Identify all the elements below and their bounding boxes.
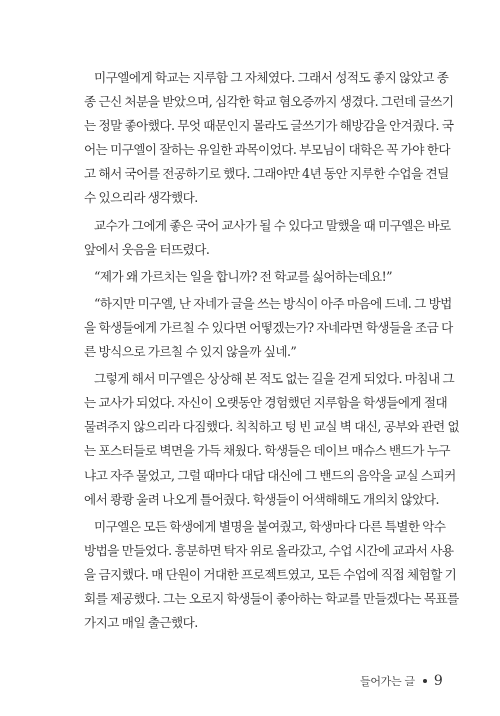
text-line: 교수가 그에게 좋은 국어 교사가 될 수 있다고 말했을 때 미구엘은 바로 (94, 217, 451, 233)
text-line: 미구엘에게 학교는 지루함 그 자체였다. 그래서 성적도 좋지 않았고 종 (94, 70, 449, 85)
paragraph-4 (84, 292, 453, 364)
paragraph-6 (84, 515, 459, 635)
text-line: 어는 미구엘이 잘하는 유일한 과목이었다. 부모님이 대학은 꼭 가야 한다 (84, 142, 450, 158)
page-number: 9 (433, 673, 443, 689)
text-line: 을 학생들에게 가르칠 수 있다면 어떻겠는가? 자네라면 학생들을 조금 다 (84, 319, 453, 335)
text-line: 고 해서 국어를 전공하기로 했다. 그래야만 4년 동안 지루한 수업을 견딜 (84, 166, 449, 182)
text-line: 는 교사가 되었다. 자신이 오랫동안 경험했던 지루함을 학생들에게 절대 (84, 395, 448, 411)
text-line: 방법을 만들었다. 흥분하면 탁자 위로 올라갔고, 수업 시간에 교과서 사용 (84, 542, 454, 558)
text-line: 종 근신 처분을 받았으며, 심각한 학교 혐오증까지 생겼다. 그런데 글쓰기 (84, 94, 454, 110)
text-line: 미구엘은 모든 학생에게 별명을 붙여줬고, 학생마다 다른 특별한 악수 (94, 518, 446, 534)
text-line: 가지고 매일 출근했다. (84, 615, 198, 631)
text-line: 른 방식으로 가르칠 수 있지 않을까 싶네.” (84, 344, 297, 360)
page-body (84, 66, 460, 635)
text-line: 을 금지했다. 매 단원이 거대한 프로젝트였고, 모든 수업에 직접 체험할 기 (84, 566, 457, 582)
paragraph-3 (84, 265, 434, 289)
running-chapter-title: 들어가는 글 (360, 675, 415, 688)
text-line: 는 정말 좋아했다. 무엇 때문인지 몰라도 글쓰기가 해방감을 안겨줬다. 국 (84, 118, 454, 134)
text-line: 그렇게 해서 미구엘은 상상해 본 적도 없는 길을 걷게 되었다. 마침내 그 (94, 371, 455, 387)
paragraph-1 (84, 66, 454, 211)
text-line: 물려주지 않으리라 다짐했다. 칙칙하고 텅 빈 교실 벽 대신, 공부와 관련 없 (84, 419, 460, 435)
text-line: “제가 왜 가르치는 일을 합니까? 전 학교를 싫어하는데요!” (94, 268, 393, 284)
text-line: 앞에서 웃음을 터뜨렸다. (84, 241, 210, 257)
page-footer (360, 671, 450, 691)
text-line: “하지만 미구엘, 난 자네가 글을 쓰는 방식이 아주 마음에 드네. 그 방법 (94, 295, 452, 311)
text-line: 회를 제공했다. 그는 오로지 학생들이 좋아하는 학교를 만들겠다는 목표를 (84, 590, 459, 606)
text-line: 는 포스터들로 벽면을 가득 채웠다. 학생들은 데이브 매슈스 밴드가 누구 (84, 443, 450, 459)
text-line: 냐고 자주 물었고, 그럴 때마다 대답 대신에 그 밴드의 음악을 교실 스피커 (84, 467, 456, 483)
text-line: 에서 쾅쾅 울려 나오게 틀어줬다. 학생들이 어색해해도 개의치 않았다. (84, 491, 439, 507)
bullet-separator-icon (423, 679, 427, 683)
paragraph-2 (84, 214, 451, 262)
text-line: 수 있으리라 생각했다. (84, 190, 198, 206)
paragraph-5 (84, 367, 460, 512)
